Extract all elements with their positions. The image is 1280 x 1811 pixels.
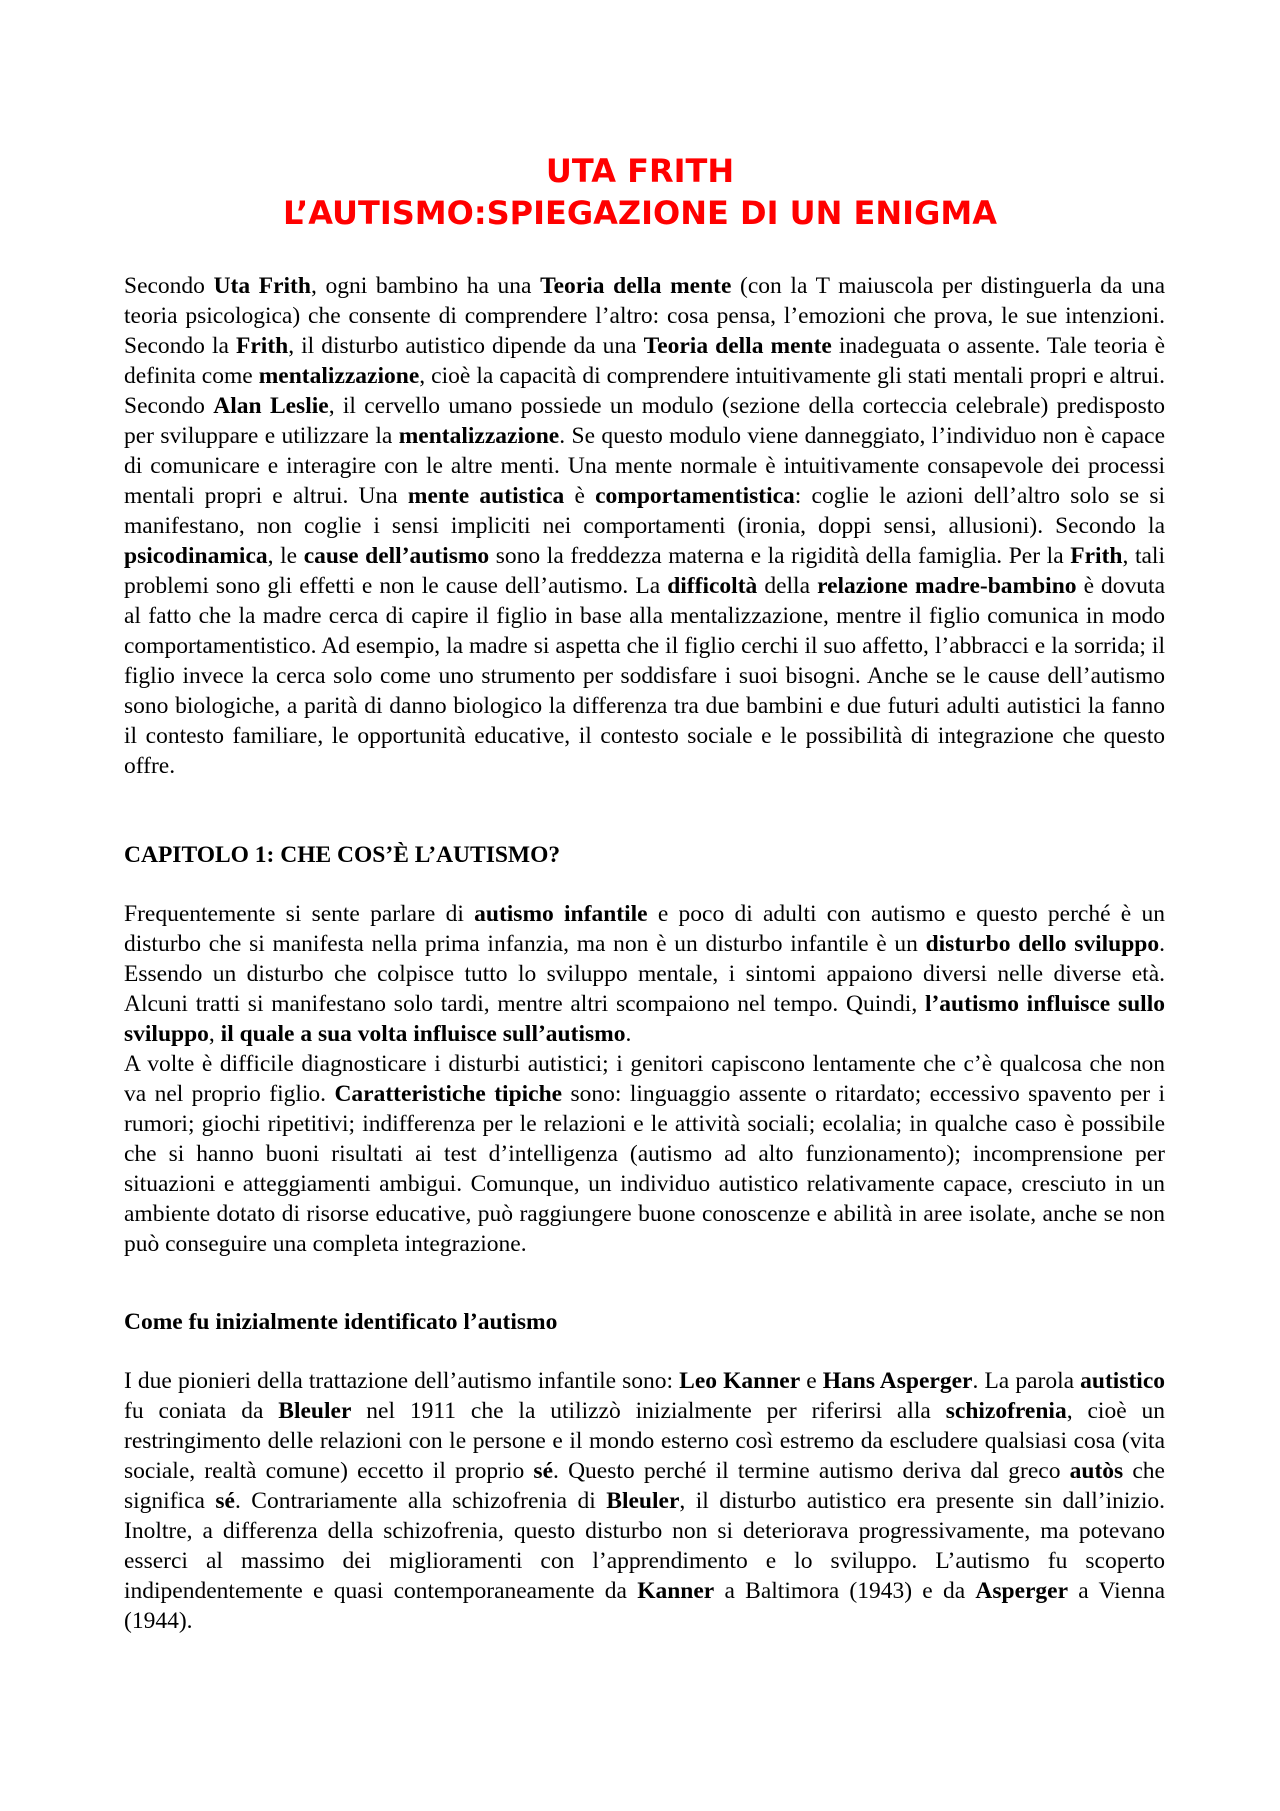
bold-term: Kanner	[637, 1578, 715, 1604]
paragraph-chapter-1: Frequentemente si sente parlare di autismo infantile e poco di adulti con autismo e questo perché è un disturbo che si manifesta nella prima infanzia, ma non è un disturbo infantile è un disturbo dello sviluppo. Essendo un disturbo che colpisce tutto lo sviluppo mentale, i sintomi appaiono diversi nelle diverse età. Alcuni tratti si manifestano solo tardi, mentre altri scompaiono nel tempo. Quindi, l’autismo influisce sullo sviluppo, il quale a sua volta influisce sull’autismo. A volte è difficile diagnosticare i disturbi autistici; i genitori capiscono lentamente che c’è qualcosa che non va nel proprio figlio. Caratteristiche tipiche sono: linguaggio assente o ritardato; eccessivo spavento per i rumori; giochi ripetitivi; indifferenza per le relazioni e le attività sociali; ecolalia; in qualche caso è possibile che si hanno buoni risultati ai test d’intelligenza (autismo ad alto funzionamento); incomprensione per situazioni e atteggiamenti ambigui. Comunque, un individuo autistico relativamente capace, cresciuto in un ambiente dotato di risorse educative, può raggiungere buone conoscenze e abilità in aree isolate, anche se non può conseguire una completa integrazione.	[124, 901, 1165, 1257]
bold-term: schizofrenia	[945, 1398, 1067, 1424]
document-title-book: L’AUTISMO:SPIEGAZIONE DI UN ENIGMA	[283, 194, 997, 232]
bold-term: psicodinamica	[124, 543, 268, 569]
section-heading: Come fu inizialmente identificato l’autismo	[124, 1309, 558, 1335]
bold-term: disturbo dello sviluppo	[925, 931, 1160, 957]
bold-term: Caratteristiche tipiche	[334, 1081, 563, 1107]
chapter-heading: CAPITOLO 1: CHE COS’È L’AUTISMO?	[124, 842, 561, 868]
bold-term: autòs	[1069, 1458, 1124, 1484]
bold-term: Frith	[236, 333, 289, 359]
bold-term: Bleuler	[606, 1488, 680, 1514]
bold-term: Hans Asperger	[822, 1368, 973, 1394]
bold-term: l’autismo influisce sullo sviluppo	[124, 991, 1165, 1047]
bold-term: Alan Leslie	[213, 393, 329, 419]
bold-term: relazione madre-bambino	[817, 573, 1077, 599]
paragraph-intro: Secondo Uta Frith, ogni bambino ha una Teoria della mente (con la T maiuscola per distinguerla da una teoria psicologica) che consente di comprendere l’altro: cosa pensa, l’emozioni che prova, le sue intenzioni. Secondo la Frith, il disturbo autistico dipende da una Teoria della mente inadeguata o assente. Tale teoria è definita come mentalizzazione, cioè la capacità di comprendere intuitivamente gli stati mentali propri e altrui. Secondo Alan Leslie, il cervello umano possiede un modulo (sezione della corteccia celebrale) predisposto per sviluppare e utilizzare la mentalizzazione. Se questo modulo viene danneggiato, l’individuo non è capace di comunicare e interagire con le altre menti. Una mente normale è intuitivamente consapevole dei processi mentali propri e altrui. Una mente autistica è comportamentistica: coglie le azioni dell’altro solo se si manifestano, non coglie i sensi impliciti nei comportamenti (ironia, doppi sensi, allusioni). Secondo la psicodinamica, le cause dell’autismo sono la freddezza materna e la rigidità della famiglia. Per la Frith, tali problemi sono gli effetti e non le cause dell’autismo. La difficoltà della relazione madre-bambino è dovuta al fatto che la madre cerca di capire il figlio in base alla mentalizzazione, mentre il figlio comunica in modo comportamentistico. Ad esempio, la madre si aspetta che il figlio cerchi il suo affetto, l’abbracci e la sorrida; il figlio invece la cerca solo come uno strumento per soddisfare i suoi bisogni. Anche se le cause dell’autismo sono biologiche, a parità di danno biologico la differenza tra due bambini e due futuri adulti autistici la fanno il contesto familiare, le opportunità educative, il contesto sociale e le possibilità di integrazione che questo offre.	[124, 273, 1166, 779]
paragraph-section-1: I due pionieri della trattazione dell’autismo infantile sono: Leo Kanner e Hans Asperger. La parola autistico fu coniata da Bleuler nel 1911 che la utilizzò inizialmente per riferirsi alla schizofrenia, cioè un restringimento delle relazioni con le persone e il mondo esterno così estremo da escludere qualsiasi cosa (vita sociale, realtà comune) eccetto il proprio sé. Questo perché il termine autismo deriva dal greco autòs che significa sé. Contrariamente alla schizofrenia di Bleuler, il disturbo autistico era presente sin dall’inizio. Inoltre, a differenza della schizofrenia, questo disturbo non si deteriorava progressivamente, ma potevano esserci al massimo dei miglioramenti con l’apprendimento e lo sviluppo. L’autismo fu scoperto indipendentemente e quasi contemporaneamente da Kanner a Baltimora (1943) e da Asperger a Vienna (1944).	[124, 1368, 1166, 1634]
bold-term: sé	[533, 1458, 553, 1484]
bold-term: Teoria della mente	[643, 333, 832, 359]
bold-term: il quale a sua volta influisce sull’autismo	[220, 1021, 626, 1047]
bold-term: Frith	[1070, 543, 1123, 569]
bold-term: Asperger	[975, 1578, 1069, 1604]
bold-term: autistico	[1080, 1368, 1165, 1394]
bold-term: sé	[215, 1488, 235, 1514]
bold-term: autismo infantile	[474, 901, 648, 927]
bold-term: Uta Frith	[213, 273, 311, 299]
bold-term: mente autistica	[407, 483, 565, 509]
bold-term: difficoltà	[667, 573, 758, 599]
bold-term: comportamentistica	[595, 483, 795, 509]
bold-term: Leo Kanner	[679, 1368, 801, 1394]
bold-term: Bleuler	[278, 1398, 352, 1424]
bold-term: cause dell’autismo	[303, 543, 490, 569]
bold-term: mentalizzazione	[258, 363, 420, 389]
bold-term: mentalizzazione	[398, 423, 560, 449]
bold-term: Teoria della mente	[540, 273, 732, 299]
document-title-author: UTA FRITH	[545, 152, 735, 190]
